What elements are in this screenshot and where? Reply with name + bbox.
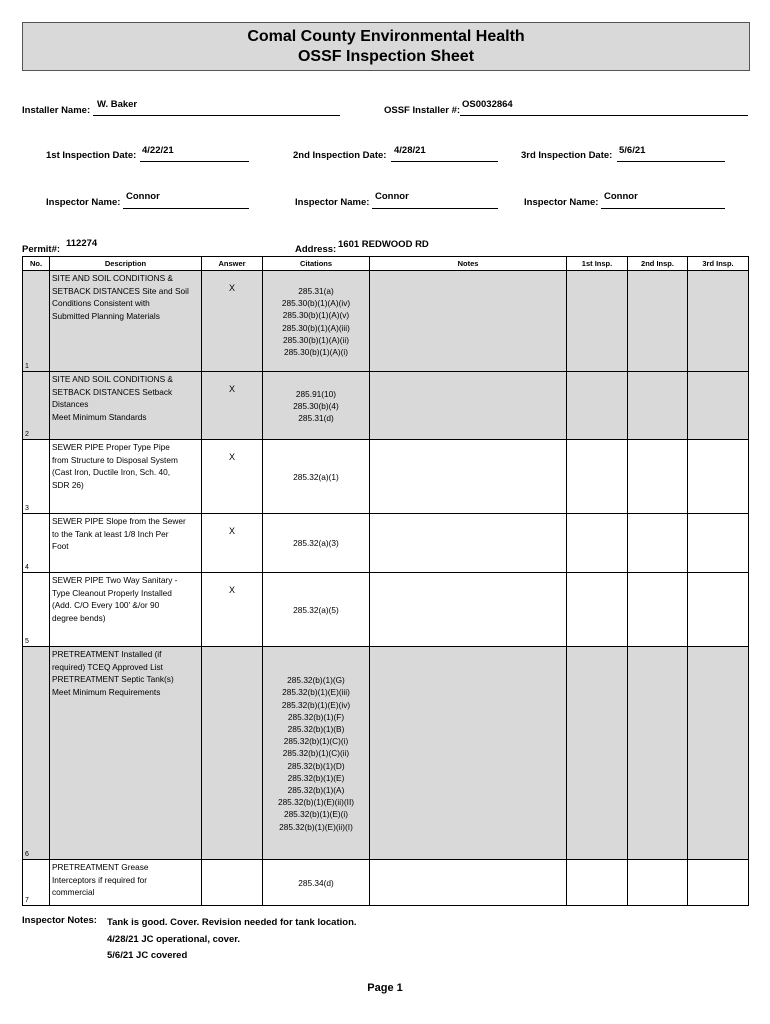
- header-no: No.: [23, 257, 50, 271]
- inspector-notes-line: 4/28/21 JC operational, cover.: [107, 934, 241, 945]
- row-description: [50, 860, 202, 906]
- row-description: [50, 514, 202, 573]
- installer-number-label: OSSF Installer #:: [384, 105, 461, 116]
- row-answer[interactable]: [202, 647, 263, 860]
- insp2-date-value[interactable]: 4/28/21: [394, 145, 426, 156]
- row-number: 7: [23, 860, 50, 906]
- insp3-date-underline: [617, 161, 725, 162]
- citation-line: 285.30(b)(1)(A)(v): [282, 310, 350, 321]
- description-line: to the Tank at least 1/8 Inch Per: [52, 528, 169, 539]
- header-answer: Answer: [202, 257, 263, 271]
- description-line: Meet Minimum Standards: [52, 411, 147, 422]
- description-line: PRETREATMENT Grease: [52, 862, 149, 872]
- description-line: PRETREATMENT Septic Tank(s): [52, 674, 174, 684]
- citation-line: 285.30(b)(1)(A)(iv): [281, 298, 351, 309]
- insp1-date-value[interactable]: 4/22/21: [142, 145, 174, 156]
- row-answer[interactable]: X: [202, 440, 263, 514]
- row-number: 5: [23, 573, 50, 647]
- description-line: from Structure to Disposal System: [52, 454, 178, 465]
- description-line: SDR 26): [52, 479, 84, 490]
- table-row: [23, 271, 749, 372]
- description-line: (Cast Iron, Ductile Iron, Sch. 40,: [52, 467, 171, 477]
- inspection-table: [22, 256, 749, 906]
- address-label: Address:: [295, 244, 337, 255]
- inspector1-underline: [123, 208, 249, 209]
- row-description: [50, 372, 202, 440]
- row-citations: [263, 514, 370, 573]
- row-2nd-insp-cell[interactable]: [628, 514, 688, 573]
- row-description: [50, 573, 202, 647]
- row-description: [50, 647, 202, 860]
- row-2nd-insp-cell[interactable]: [628, 647, 688, 860]
- row-3rd-insp-cell[interactable]: [688, 440, 749, 514]
- table-row: [23, 440, 749, 514]
- insp1-date-underline: [140, 161, 249, 162]
- citation-line: 285.32(b)(1)(F): [287, 711, 345, 722]
- row-2nd-insp-cell[interactable]: [628, 372, 688, 440]
- row-number: 3: [23, 440, 50, 514]
- row-1st-insp-cell[interactable]: [567, 573, 628, 647]
- description-line: SETBACK DISTANCES Site and Soil: [52, 285, 189, 296]
- page-number: Page 1: [367, 982, 403, 994]
- header-title-line2: OSSF Inspection Sheet: [297, 48, 475, 65]
- citation-line: 285.32(a)(1): [293, 471, 339, 482]
- citation-line: 285.32(b)(1)(G): [287, 675, 345, 686]
- insp2-date-label: 2nd Inspection Date:: [293, 150, 387, 161]
- inspector3-underline: [601, 208, 725, 209]
- row-description: [50, 440, 202, 514]
- row-1st-insp-cell[interactable]: [567, 514, 628, 573]
- row-citations: [263, 372, 370, 440]
- description-line: Type Cleanout Properly Installed: [52, 587, 172, 598]
- row-1st-insp-cell[interactable]: [567, 440, 628, 514]
- description-line: degree bends): [52, 612, 106, 623]
- row-3rd-insp-cell[interactable]: [688, 647, 749, 860]
- row-citations: [263, 647, 370, 860]
- inspector2-underline: [372, 208, 498, 209]
- citation-line: 285.30(b)(1)(A)(iii): [282, 322, 350, 333]
- row-citations: [263, 860, 370, 906]
- document-header: [22, 22, 750, 71]
- row-notes-cell[interactable]: [370, 573, 567, 647]
- header-notes: Notes: [370, 257, 567, 271]
- insp3-date-label: 3rd Inspection Date:: [521, 150, 613, 161]
- permit-value[interactable]: 112274: [66, 238, 98, 249]
- description-line: SETBACK DISTANCES Setback: [52, 386, 173, 397]
- row-notes-cell[interactable]: [370, 860, 567, 906]
- row-number: 1: [23, 271, 50, 372]
- citation-line: 285.32(b)(1)(E): [287, 772, 345, 783]
- row-citations: [263, 573, 370, 647]
- row-1st-insp-cell[interactable]: [567, 271, 628, 372]
- insp3-date-value[interactable]: 5/6/21: [619, 145, 646, 156]
- inspector3-label: Inspector Name:: [524, 197, 599, 208]
- row-3rd-insp-cell[interactable]: [688, 271, 749, 372]
- citation-line: 285.91(10): [295, 388, 337, 399]
- description-line: SEWER PIPE Two Way Sanitary -: [52, 575, 178, 585]
- citation-line: 285.30(b)(4): [293, 400, 339, 411]
- citation-line: 285.32(b)(1)(E)(iv): [281, 699, 351, 710]
- citation-line: 285.32(b)(1)(E)(ii)(I): [279, 821, 353, 832]
- row-number: 6: [23, 647, 50, 860]
- row-number: 2: [23, 372, 50, 440]
- row-2nd-insp-cell[interactable]: [628, 860, 688, 906]
- citation-line: 285.32(b)(1)(E)(iii): [282, 687, 350, 698]
- inspector-notes-label: Inspector Notes:: [22, 915, 97, 926]
- row-3rd-insp-cell[interactable]: [688, 860, 749, 906]
- citation-line: 285.32(b)(1)(B): [287, 724, 345, 734]
- inspector1-value[interactable]: Connor: [126, 191, 160, 202]
- insp2-date-underline: [391, 161, 498, 162]
- citation-line: 285.32(b)(1)(A): [287, 785, 345, 796]
- row-answer[interactable]: X: [202, 514, 263, 573]
- row-3rd-insp-cell[interactable]: [688, 573, 749, 647]
- description-line: Conditions Consistent with: [52, 298, 150, 308]
- row-1st-insp-cell[interactable]: [567, 372, 628, 440]
- installer-name-value[interactable]: W. Baker: [97, 99, 138, 110]
- row-notes-cell[interactable]: [370, 514, 567, 573]
- description-line: Meet Minimum Requirements: [52, 686, 161, 697]
- table-row: [23, 514, 749, 573]
- citation-line: 285.32(b)(1)(E)(ii)(II): [277, 797, 355, 808]
- row-2nd-insp-cell[interactable]: [628, 440, 688, 514]
- row-notes-cell[interactable]: [370, 271, 567, 372]
- description-line: Submitted Planning Materials: [52, 310, 160, 321]
- insp1-date-label: 1st Inspection Date:: [46, 150, 137, 161]
- header-title-line1: Comal County Environmental Health: [247, 28, 525, 45]
- citation-line: 285.30(b)(1)(A)(i): [283, 346, 349, 357]
- permit-label: Permit#:: [22, 244, 61, 255]
- description-line: SEWER PIPE Proper Type Pipe: [52, 442, 170, 452]
- inspector1-label: Inspector Name:: [46, 197, 121, 208]
- header-2nd-insp: 2nd Insp.: [628, 257, 688, 271]
- header-3rd-insp: 3rd Insp.: [688, 257, 749, 271]
- citation-line: 285.34(d): [298, 877, 334, 888]
- description-line: Interceptors if required for: [52, 874, 147, 885]
- header-citations: Citations: [263, 257, 370, 271]
- citation-line: 285.31(a): [298, 285, 334, 296]
- row-citations: [263, 440, 370, 514]
- row-notes-cell[interactable]: [370, 440, 567, 514]
- citation-line: 285.31(d): [298, 413, 334, 424]
- installer-number-value[interactable]: OS0032864: [462, 99, 513, 110]
- inspector2-value[interactable]: Connor: [375, 191, 409, 202]
- row-1st-insp-cell[interactable]: [567, 647, 628, 860]
- inspection-table-body: [23, 271, 749, 906]
- row-description: [50, 271, 202, 372]
- description-line: SEWER PIPE Slope from the Sewer: [52, 516, 186, 526]
- table-header-row: [23, 257, 749, 271]
- inspector3-value[interactable]: Connor: [604, 191, 638, 202]
- description-line: Distances: [52, 399, 89, 409]
- installer-number-underline: [460, 115, 748, 116]
- description-line: PRETREATMENT Installed (if: [52, 649, 162, 659]
- citation-line: 285.32(a)(5): [293, 604, 339, 615]
- row-2nd-insp-cell[interactable]: [628, 271, 688, 372]
- row-notes-cell[interactable]: [370, 372, 567, 440]
- description-line: commercial: [52, 887, 95, 897]
- row-citations: [263, 271, 370, 372]
- row-2nd-insp-cell[interactable]: [628, 573, 688, 647]
- table-row: [23, 372, 749, 440]
- table-row: [23, 573, 749, 647]
- row-3rd-insp-cell[interactable]: [688, 514, 749, 573]
- description-line: (Add. C/O Every 100' &/or 90: [52, 600, 160, 610]
- row-answer[interactable]: X: [202, 573, 263, 647]
- header-description: Description: [50, 257, 202, 271]
- row-answer[interactable]: X: [202, 271, 263, 372]
- row-answer[interactable]: X: [202, 372, 263, 440]
- description-line: Foot: [52, 541, 69, 551]
- description-line: SITE AND SOIL CONDITIONS &: [52, 273, 173, 283]
- citation-line: 285.30(b)(1)(A)(ii): [283, 334, 349, 345]
- citation-line: 285.32(a)(3): [293, 538, 339, 549]
- header-1st-insp: 1st Insp.: [567, 257, 628, 271]
- inspector-notes-line: Tank is good. Cover. Revision needed for tank location.: [107, 917, 357, 928]
- row-number: 4: [23, 514, 50, 573]
- description-line: required) TCEQ Approved List: [52, 661, 163, 672]
- row-3rd-insp-cell[interactable]: [688, 372, 749, 440]
- installer-name-underline: [93, 115, 340, 116]
- row-answer[interactable]: [202, 860, 263, 906]
- citation-line: 285.32(b)(1)(E)(i): [283, 809, 349, 820]
- row-notes-cell[interactable]: [370, 647, 567, 860]
- table-row: [23, 647, 749, 860]
- row-1st-insp-cell[interactable]: [567, 860, 628, 906]
- installer-name-label: Installer Name:: [22, 105, 91, 116]
- inspector2-label: Inspector Name:: [295, 197, 370, 208]
- inspector-notes-line: 5/6/21 JC covered: [107, 950, 188, 961]
- address-value[interactable]: 1601 REDWOOD RD: [338, 239, 429, 250]
- description-line: SITE AND SOIL CONDITIONS &: [52, 374, 173, 384]
- citation-line: 285.32(b)(1)(C)(ii): [282, 748, 350, 759]
- citation-line: 285.32(b)(1)(D): [287, 760, 345, 771]
- citation-line: 285.32(b)(1)(C)(i): [283, 736, 349, 747]
- table-row: [23, 860, 749, 906]
